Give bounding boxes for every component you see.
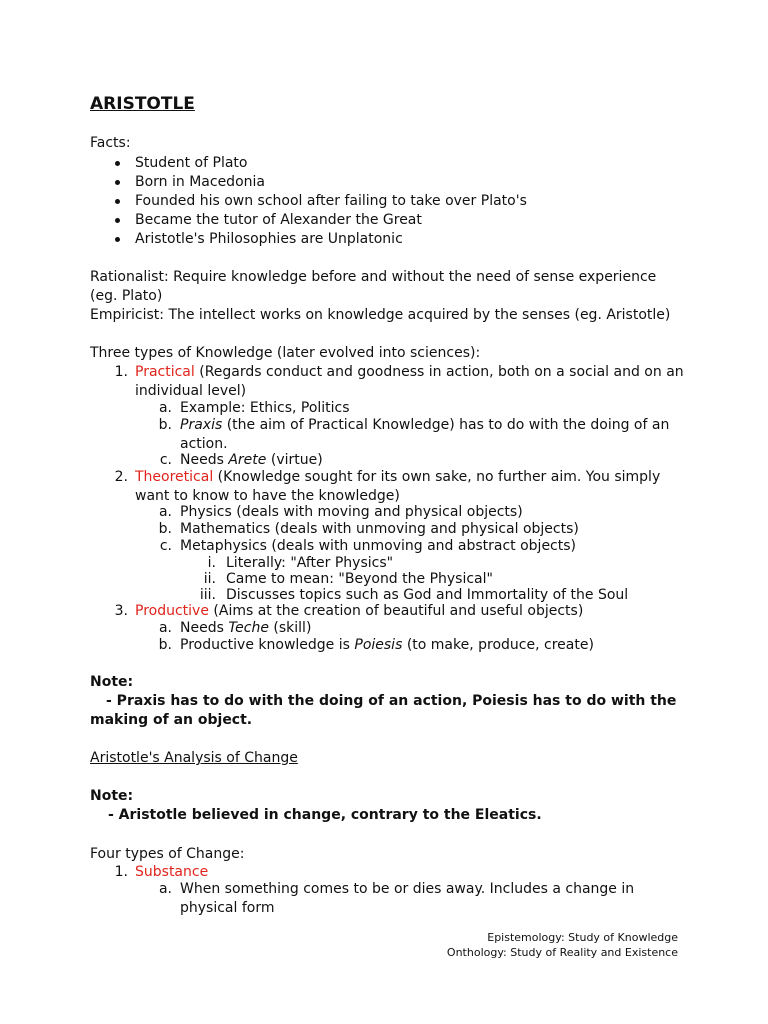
productive-sub-b	[180, 636, 594, 655]
teche-term: Teche	[228, 620, 269, 636]
theoretical-sub-a: Physics (deals with moving and physical objects)	[180, 504, 523, 520]
substance-term: Substance	[135, 864, 209, 880]
praxis-desc: (the aim of Practical Knowledge) has to do with the doing of an	[222, 417, 670, 433]
practical-sub-b	[180, 416, 669, 435]
poiesis-pre: Productive knowledge is	[180, 637, 355, 653]
list-number: 1.	[114, 364, 128, 380]
fact-item: Born in Macedonia	[135, 174, 265, 190]
theoretical-sub-b: Mathematics (deals with unmoving and physical objects)	[180, 521, 579, 537]
bullet-icon	[115, 199, 120, 204]
arete-post: (virtue)	[266, 452, 323, 468]
practical-term: Practical	[135, 364, 195, 380]
poiesis-post: (to make, produce, create)	[402, 637, 594, 653]
list-letter: b.	[158, 417, 172, 433]
theoretical-sub-c: Metaphysics (deals with unmoving and abstract objects)	[180, 538, 576, 554]
teche-post: (skill)	[268, 620, 312, 636]
fact-item: Founded his own school after failing to take over Plato's	[135, 193, 527, 209]
theoretical-desc-cont: want to know to have the knowledge)	[135, 488, 400, 504]
rationalist-definition-cont: (eg. Plato)	[90, 288, 163, 304]
footer-onthology: Onthology: Study of Reality and Existence	[446, 946, 678, 959]
poiesis-term: Poiesis	[354, 637, 403, 653]
empiricist-definition: Empiricist: The intellect works on knowledge acquired by the senses (eg. Aristotle)	[90, 307, 671, 323]
list-letter: c.	[159, 452, 172, 468]
list-letter: b.	[158, 637, 172, 653]
note-label: Note:	[90, 788, 134, 804]
bullet-icon	[115, 161, 120, 166]
practical-desc: (Regards conduct and goodness in action, both on a social and on an	[194, 364, 684, 380]
theoretical-item	[135, 468, 660, 487]
arete-pre: Needs	[180, 452, 229, 468]
practical-sub-b-cont: action.	[180, 436, 228, 452]
knowledge-intro: Three types of Knowledge (later evolved into sciences):	[90, 345, 481, 361]
productive-desc: (Aims at the creation of beautiful and useful objects)	[208, 603, 584, 619]
bullet-icon	[115, 218, 120, 223]
theoretical-term: Theoretical	[135, 469, 214, 485]
practical-item	[135, 363, 684, 382]
list-roman: ii.	[203, 571, 216, 587]
list-roman: iii.	[199, 587, 216, 603]
teche-pre: Needs	[180, 620, 229, 636]
list-number: 3.	[114, 603, 128, 619]
fact-item: Aristotle's Philosophies are Unplatonic	[135, 231, 403, 247]
note-text: - Aristotle believed in change, contrary to the Eleatics.	[108, 807, 542, 823]
note-text-cont: making of an object.	[90, 712, 253, 728]
section-heading: Aristotle's Analysis of Change	[90, 750, 298, 766]
rationalist-definition: Rationalist: Require knowledge before and without the need of sense experience	[90, 269, 657, 285]
list-letter: a.	[158, 504, 172, 520]
facts-label: Facts:	[90, 135, 131, 151]
list-letter: b.	[158, 521, 172, 537]
metaphysics-sub-iii: Discusses topics such as God and Immortality of the Soul	[226, 587, 629, 603]
list-number: 1.	[114, 864, 128, 880]
page-title: ARISTOTLE	[90, 94, 195, 114]
substance-sub-a: When something comes to be or dies away. Includes a change in	[180, 881, 635, 897]
productive-term: Productive	[135, 603, 209, 619]
list-letter: a.	[158, 620, 172, 636]
list-letter: a.	[158, 881, 172, 897]
bullet-icon	[115, 180, 120, 185]
note-text: - Praxis has to do with the doing of an action, Poiesis has to do with the	[106, 693, 677, 709]
list-letter: a.	[158, 400, 172, 416]
practical-sub-a: Example: Ethics, Politics	[180, 400, 350, 416]
fact-item: Became the tutor of Alexander the Great	[135, 212, 422, 228]
metaphysics-sub-ii: Came to mean: "Beyond the Physical"	[226, 571, 493, 587]
metaphysics-sub-i: Literally: "After Physics"	[226, 555, 394, 571]
note-label: Note:	[90, 674, 134, 690]
substance-sub-a-cont: physical form	[180, 900, 275, 916]
footer-epistemology: Epistemology: Study of Knowledge	[487, 931, 678, 944]
arete-term: Arete	[228, 452, 267, 468]
list-roman: i.	[207, 555, 216, 571]
bullet-icon	[115, 237, 120, 242]
praxis-term: Praxis	[180, 417, 223, 433]
practical-desc-cont: individual level)	[135, 383, 247, 399]
fact-item: Student of Plato	[135, 155, 248, 171]
list-number: 2.	[114, 469, 128, 485]
change-intro: Four types of Change:	[90, 846, 245, 862]
list-letter: c.	[159, 538, 172, 554]
theoretical-desc: (Knowledge sought for its own sake, no further aim. You simply	[213, 469, 661, 485]
